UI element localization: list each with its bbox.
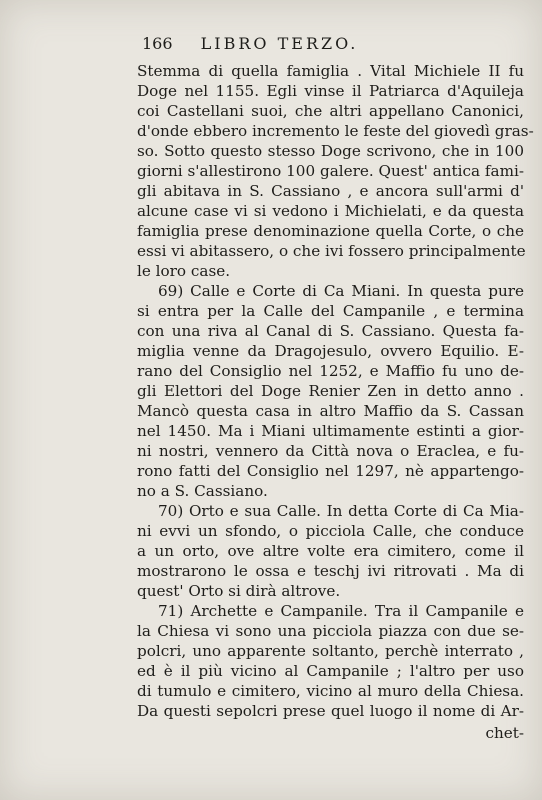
text-line: a un orto, ove altre volte era cimitero, come il: [137, 542, 524, 560]
text-line: alcune case vi si vedono i Michielati, e da questa: [137, 202, 524, 220]
page-number: 166: [142, 34, 173, 53]
text-line: Doge nel 1155. Egli vinse il Patriarca d'Aquileja: [137, 82, 524, 100]
text-line: Mancò questa casa in altro Maffio da S. Cassan: [137, 402, 524, 420]
text-line: ed è il più vicino al Campanile ; l'altro per uso: [137, 662, 524, 680]
entry-heading-line: 69) Calle e Corte di Ca Miani. In questa pure: [158, 282, 524, 300]
page-header: [142, 34, 442, 53]
text-line: no a S. Cassiano.: [137, 482, 268, 500]
text-line: nel 1450. Ma i Miani ultimamente estinti a gior-: [137, 422, 524, 440]
text-line: gli abitava in S. Cassiano , e ancora sull'armi d': [137, 182, 524, 200]
entry-heading-line: 70) Orto e sua Calle. In detta Corte di Ca Mia-: [158, 502, 524, 520]
text-line: so. Sotto questo stesso Doge scrivono, che in 100: [137, 142, 524, 160]
entry-heading-line: 71) Archette e Campanile. Tra il Campanile e: [158, 602, 524, 620]
text-line: di tumulo e cimitero, vicino al muro della Chiesa.: [137, 682, 524, 700]
text-line: con una riva al Canal di S. Cassiano. Questa fa-: [137, 322, 524, 340]
text-line: famiglia prese denominazione quella Corte, o che: [137, 222, 524, 240]
text-line: gli Elettori del Doge Renier Zen in detto anno .: [137, 382, 524, 400]
text-line: miglia venne da Dragojesulo, ovvero Equilio. E-: [137, 342, 524, 360]
catchword: chet-: [485, 724, 524, 742]
text-line: essi vi abitassero, o che ivi fossero principalmente: [137, 242, 526, 260]
text-line: quest' Orto si dirà altrove.: [137, 582, 341, 600]
text-line: rano del Consiglio nel 1252, e Maffio fu uno de-: [137, 362, 524, 380]
text-line: si entra per la Calle del Campanile , e termina: [137, 302, 524, 320]
text-line: ni nostri, vennero da Città nova o Eraclea, e fu-: [137, 442, 524, 460]
text-line: la Chiesa vi sono una picciola piazza con due se-: [137, 622, 524, 640]
text-line: d'onde ebbero incremento le feste del giovedì gras-: [137, 122, 534, 140]
text-line: giorni s'allestirono 100 galere. Quest' antica fami-: [137, 162, 524, 180]
text-line: Stemma di quella famiglia . Vital Michiele II fu: [137, 62, 524, 80]
text-line: polcri, uno apparente soltanto, perchè interrato ,: [137, 642, 524, 660]
text-line: rono fatti del Consiglio nel 1297, nè appartengo-: [137, 462, 524, 480]
text-line: le loro case.: [137, 262, 231, 280]
text-line: Da questi sepolcri prese quel luogo il nome di Ar-: [137, 702, 524, 720]
text-line: coi Castellani suoi, che altri appellano Canonici,: [137, 102, 524, 120]
text-line: ni evvi un sfondo, o picciola Calle, che conduce: [137, 522, 524, 540]
running-title: LIBRO TERZO.: [200, 34, 359, 53]
text-line: mostrarono le ossa e teschj ivi ritrovati . Ma di: [137, 562, 524, 580]
